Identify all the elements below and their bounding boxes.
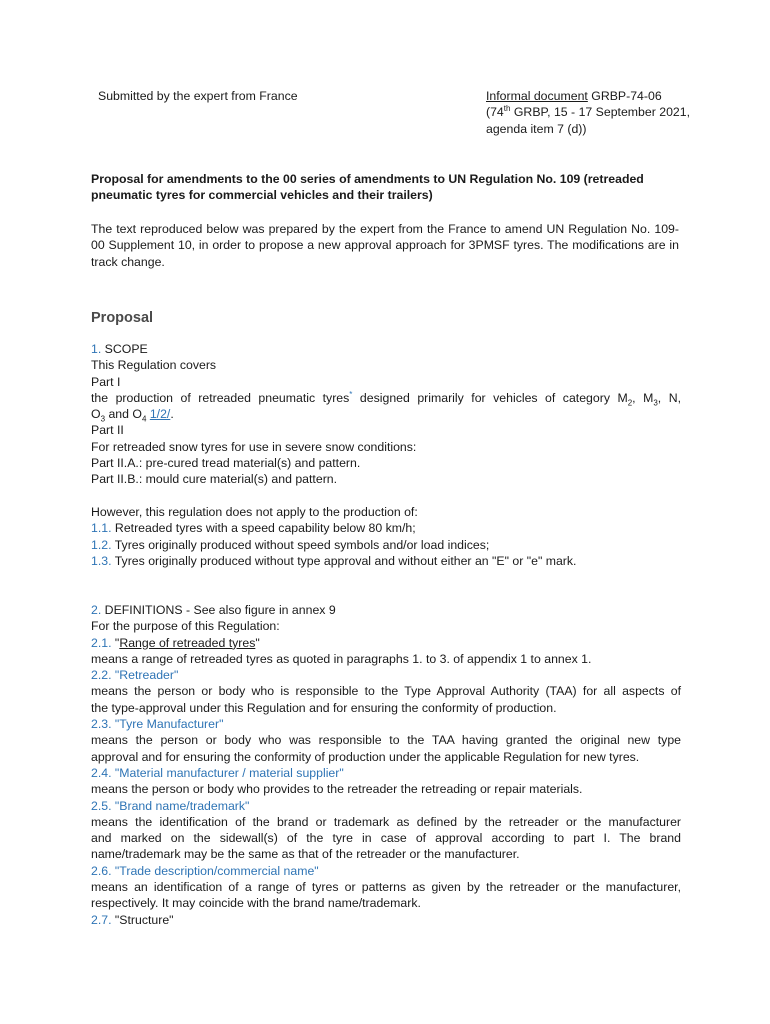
scope-covers: This Regulation covers	[91, 358, 217, 373]
definition-text: means the person or body who was responsible to the TAA having granted the original new type	[91, 733, 681, 748]
definition-text: means an identification of a range of tyres or patterns as given by the retreader or the manufacturer,	[91, 880, 681, 895]
proposal-heading: Proposal	[91, 310, 154, 326]
definitions-section	[91, 602, 681, 928]
document-id: GRBP-74-06	[587, 89, 662, 103]
definition-text: respectively. It may coincide with the brand name/trademark.	[91, 896, 421, 911]
definition-2-7-heading	[91, 912, 681, 928]
item-text: Tyres originally produced without type approval and without either an "E" or "e" mark.	[111, 553, 577, 568]
definition-text: means a range of retreaded tyres as quoted in paragraphs 1. to 3. of appendix 1 to annex 1.	[91, 651, 592, 666]
definition-2-2-heading: 2.2. "Retreader"	[91, 668, 179, 683]
definition-2-5-heading: 2.5. "Brand name/trademark"	[91, 798, 250, 813]
production-text-5: O	[91, 407, 101, 422]
subscript: 4	[141, 414, 147, 424]
definition-text: and marked on the sidewall(s) of the tyre in case of approval according to part I. The brand	[91, 831, 681, 846]
informal-document-block	[486, 88, 726, 137]
definition-text: means the person or body who provides to the retreader the retreading or repair materials.	[91, 782, 583, 797]
reference-link[interactable]: 1/2/	[149, 407, 171, 422]
submitted-by: Submitted by the expert from France	[98, 89, 298, 103]
subscript: 3	[100, 414, 106, 424]
item-text: Tyres originally produced without speed symbols and/or load indices;	[111, 537, 490, 552]
definition-text: name/trademark may be the same as that of the retreader or the manufacturer.	[91, 847, 520, 862]
section-heading: SCOPE	[101, 342, 148, 356]
definition-2-1-heading	[91, 635, 681, 651]
informal-document-label: Informal document	[486, 89, 588, 103]
definition-2-4-heading: 2.4. "Material manufacturer / material supplier"	[91, 765, 344, 780]
item-number: 1.1.	[91, 521, 112, 536]
item-number: 1.3.	[91, 553, 112, 568]
production-text: the production of retreaded pneumatic tyres	[91, 390, 350, 405]
list-item	[91, 553, 681, 569]
production-text-2: designed primarily for vehicles of category M	[352, 390, 628, 405]
section-heading: DEFINITIONS - See also figure in annex 9	[101, 603, 336, 617]
section-number: 1.	[91, 342, 102, 356]
subscript: 2	[627, 398, 633, 408]
definition-text: means the identification of the brand or trademark as defined by the retreader or the manufacturer	[91, 814, 681, 829]
production-text-4: , N,	[657, 390, 682, 405]
part-2b-text: Part II.B.: mould cure material(s) and pattern.	[91, 472, 338, 487]
list-item	[91, 520, 681, 536]
proposal-title: Proposal for amendments to the 00 series of amendments to UN Regulation No. 109 (retreaded pneumatic tyres for commercial vehicles and their trailers)	[91, 172, 644, 203]
agenda-item: agenda item 7 (d))	[486, 121, 587, 136]
item-number: 2.1.	[91, 635, 112, 650]
however-text: However, this regulation does not apply to the production of:	[91, 504, 418, 519]
definition-2-3-heading: 2.3. "Tyre Manufacturer"	[91, 717, 224, 732]
quote: "	[111, 635, 120, 650]
snow-tyres-text: For retreaded snow tyres for use in severe snow conditions:	[91, 439, 417, 454]
definition-text: means the person or body who is responsible to the Type Approval Authority (TAA) for all aspects of	[91, 684, 681, 699]
defined-term: Range of retreaded tyres	[119, 635, 256, 650]
footnote-link[interactable]: *	[349, 389, 353, 399]
production-text-6: and O	[105, 407, 142, 422]
item-number: 2.7.	[91, 912, 112, 927]
production-line	[91, 390, 681, 406]
production-text-3: , M	[632, 390, 654, 405]
subscript: 3	[653, 398, 658, 408]
period: .	[170, 407, 174, 422]
part-2a-text: Part II.A.: pre-cured tread material(s) and pattern.	[91, 456, 361, 471]
section-number: 2.	[91, 603, 102, 617]
session-details: GRBP, 15 - 17 September 2021,	[510, 105, 691, 120]
session-superscript: th	[503, 104, 511, 114]
intro-paragraph: The text reproduced below was prepared by the expert from the France to amend UN Regulation No. 109-00 Supplement 10, in order to propose a new approval approach for 3PMSF tyres. The modifications are in track change.	[91, 222, 679, 269]
definition-2-6-heading: 2.6. "Trade description/commercial name"	[91, 863, 319, 878]
scope-section	[91, 341, 681, 569]
defined-term: "Structure"	[111, 912, 174, 927]
item-text: Retreaded tyres with a speed capability below 80 km/h;	[111, 521, 416, 536]
item-number: 1.2.	[91, 537, 112, 552]
definition-text: approval and for ensuring the conformity of production under the applicable Regulation for new tyres.	[91, 749, 640, 764]
part-2-label: Part II	[91, 423, 124, 438]
session-number: (74	[486, 105, 504, 120]
purpose-text: For the purpose of this Regulation:	[91, 619, 280, 634]
list-item	[91, 537, 681, 553]
quote: "	[255, 635, 260, 650]
definition-text: the type-approval under this Regulation and for ensuring the conformity of production.	[91, 700, 557, 715]
part-1-label: Part I	[91, 374, 121, 389]
